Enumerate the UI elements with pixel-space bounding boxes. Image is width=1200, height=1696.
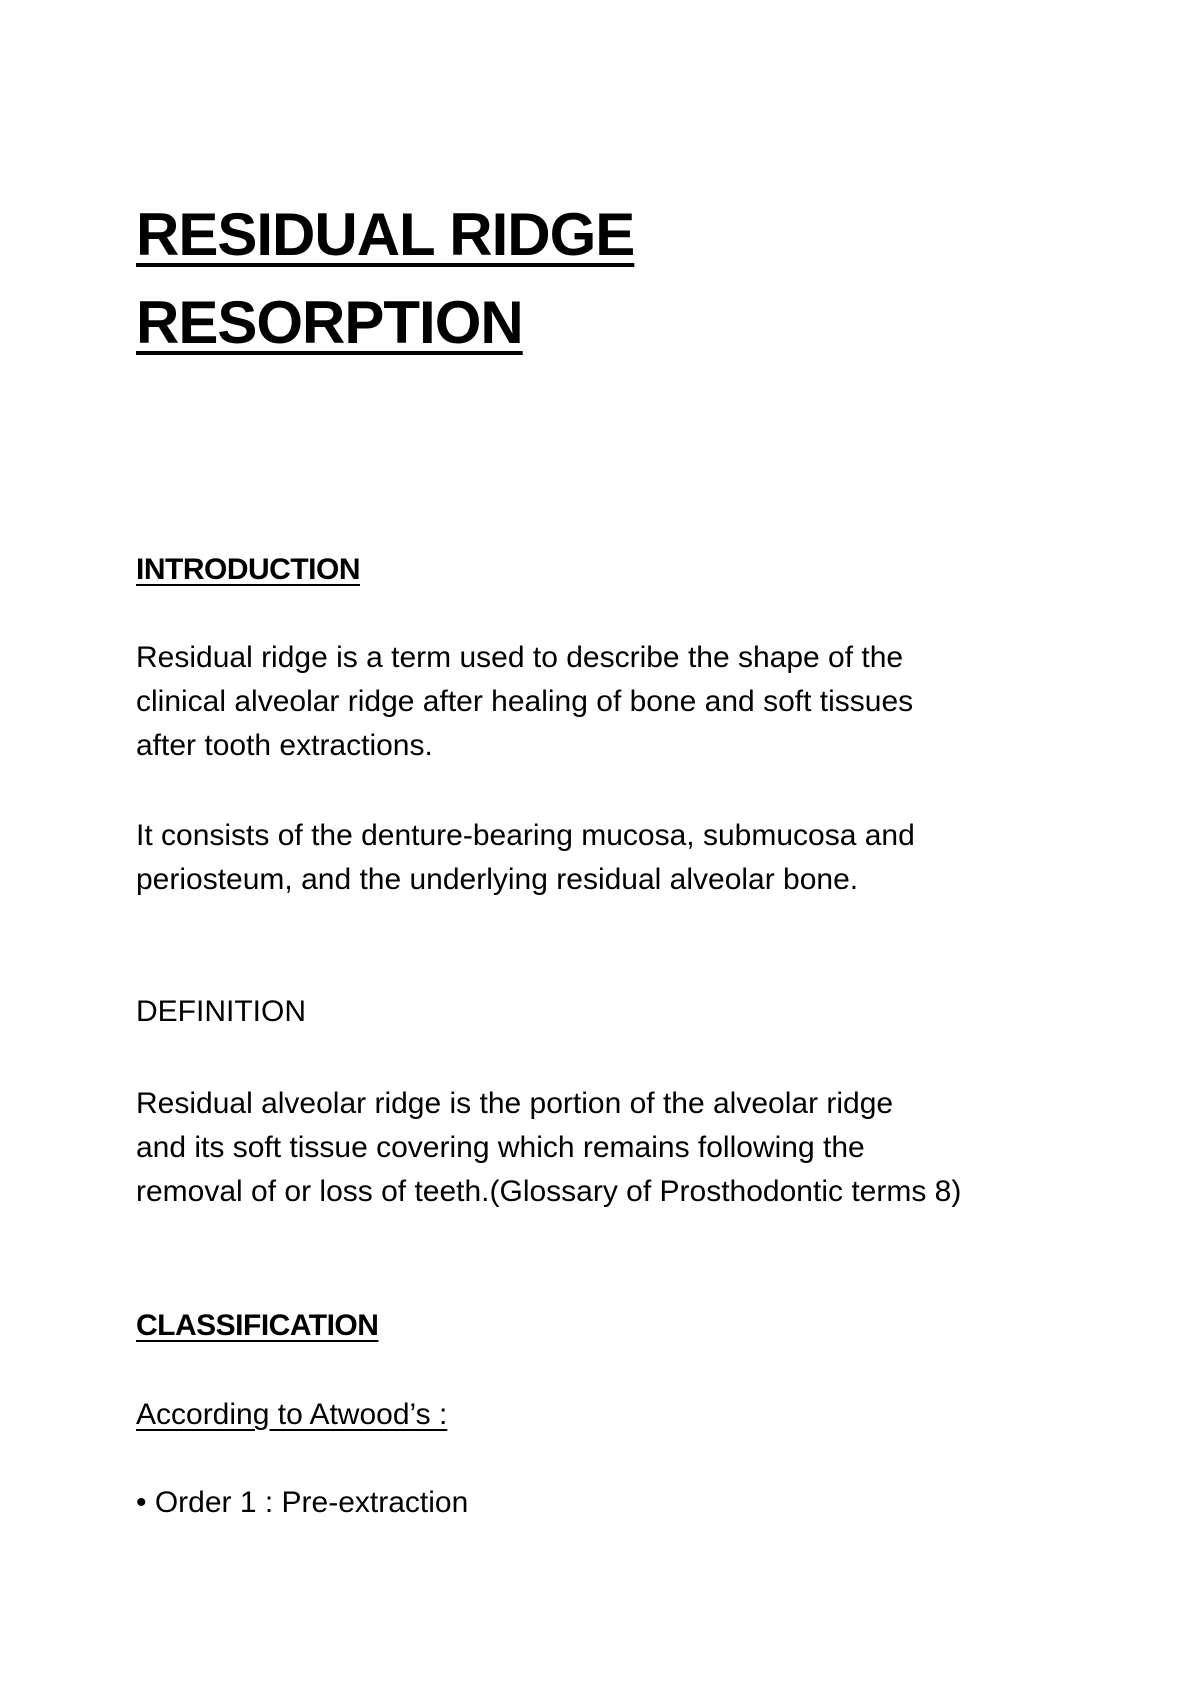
introduction-paragraph-1 [136,636,1096,768]
introduction-paragraph-2 [136,814,1096,902]
paragraph-line: periosteum, and the underlying residual alveolar bone. [136,863,859,896]
paragraph-line: Residual ridge is a term used to describe the shape of the [136,641,904,674]
introduction-heading: INTRODUCTION [136,553,360,586]
paragraph-line: It consists of the denture-bearing mucosa, submucosa and [136,819,915,852]
paragraph-line: Residual alveolar ridge is the portion of the alveolar ridge [136,1087,894,1120]
document-title-line-1: RESIDUAL RIDGE [136,201,635,268]
paragraph-line: and its soft tissue covering which remains following the [136,1131,865,1164]
bullet-list-item: • Order 1 : Pre-extraction [136,1486,469,1519]
classification-heading: CLASSIFICATION [136,1309,379,1342]
paragraph-line: clinical alveolar ridge after healing of bone and soft tissues [136,685,914,718]
definition-paragraph [136,1082,1096,1214]
classification-subheading: According to Atwood’s : [136,1398,448,1431]
definition-heading: DEFINITION [136,995,306,1028]
paragraph-line: removal of or loss of teeth.(Glossary of Prosthodontic terms 8) [136,1175,962,1208]
document-title-line-2: RESORPTION [136,289,523,356]
paragraph-line: after tooth extractions. [136,729,433,762]
